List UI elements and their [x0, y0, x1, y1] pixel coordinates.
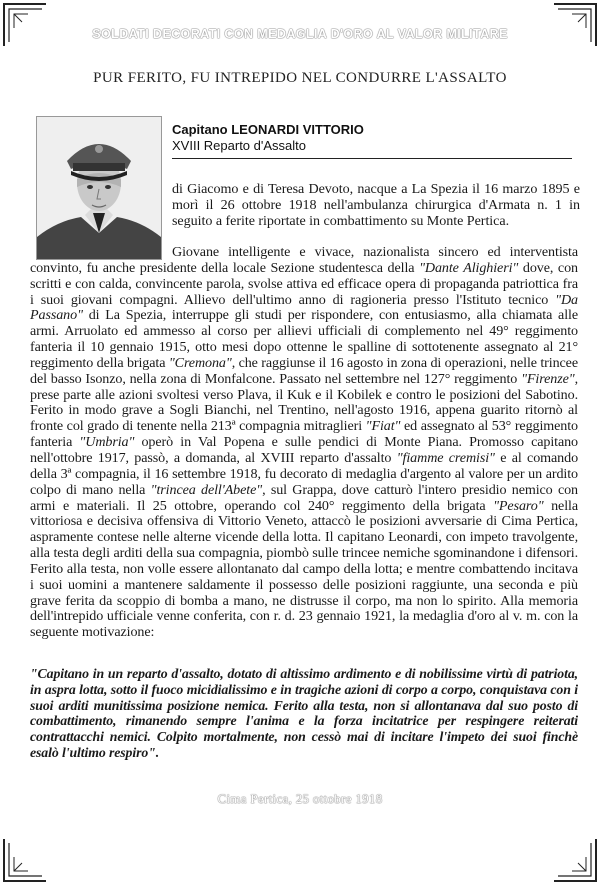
bio-part: operò in Val Popena e sulle pendici di Monte Piana. Promosso capitano nell'ottobre 1917, passò, a domanda, al XVIII reparto d'assalto	[30, 434, 579, 466]
bio-part: , sul Grappa, dove catturò l'intero presidio nemico con armi e materiali. Il 25 ottobre, operando col 240° reggimento della brigata	[30, 481, 578, 514]
biography-text	[30, 245, 578, 641]
bio-italic: "Umbria"	[79, 434, 135, 451]
bio-part: di Giacomo e di Teresa Devoto, nacque a La Spezia il 16 marzo 1895 e morì il 26 ottobre 1918 nell'ambulanza chirurgica d'Armata n. 1 in seguito a ferite riportate in combattimento su Monte Pertica.	[172, 181, 580, 229]
bio-part: , che raggiunse il 16 agosto in zona di operazioni, nelle trincee del basso Isonzo, nella zona di Monfalcone. Passato nel settembre nel 127° reggimento	[30, 354, 578, 387]
bio-italic: "fiamme cremisi"	[396, 449, 495, 466]
corner-ornament-top-left	[2, 2, 48, 48]
portrait-image	[36, 116, 162, 260]
bio-italic: "Da Passano"	[30, 291, 578, 324]
bio-part: Giovane intelligente e vivace, nazionalista sincero ed interventista convinto, fu anche presidente della locale Sezione studentesca della	[30, 244, 578, 276]
bio-part: ed assegnato al 53° reggimento fanteria	[30, 418, 579, 451]
footer-place-date: Cima Pertica, 25 ottobre 1918	[217, 791, 383, 806]
corner-ornament-top-right	[552, 2, 598, 48]
bio-part: nella vittoriosa e decisiva offensiva di Vittorio Veneto, attaccò le posizioni avversarie di Cima Pertica, aspramente contese nelle alterne vicende della lotta. Il capitano Leonardi, con impeto travolgente, alla testa degli arditi della sua compagnia, piombò sulle trincee nemiche sgominandone i difensori. Ferito alla testa, non volle essere allontanato dal campo della lotta; e mentre combattendo incitava i suoi uomini a mantenere saldamente il possesso delle posizioni raggiunte, una seconda e più grave ferita da scoppio di bomba a mano, ne distrusse il corpo, ma non lo spirito. Alla memoria dell'intrepido ufficiale venne conferita, con r. d. 23 gennaio 1921, la medaglia d'oro al v. m. con la seguente motivazione:	[30, 497, 578, 641]
bio-italic: "Cremona"	[168, 354, 232, 371]
bio-italic: "trincea dell'Abete"	[150, 481, 263, 498]
bio-part: dove, con scritti e con calda, convincente parola, svolse attiva ed efficace opera di propaganda patriottica fra i suoi giovani compagni. Allievo dell'ultimo anno di ragioneria presso l'Istituto tecnico	[30, 259, 578, 308]
title-divider	[172, 158, 572, 159]
corner-ornament-bottom-left	[2, 837, 48, 883]
bio-italic: "Dante Alighieri"	[419, 259, 519, 276]
series-title: SOLDATI DECORATI CON MEDAGLIA D'ORO AL VALOR MILITARE	[92, 27, 508, 41]
biography-intro	[172, 182, 580, 230]
bio-italic: "Firenze"	[521, 370, 575, 387]
bio-part: , prese parte alle azioni svoltesi verso Plava, il Kuk e il Kobilek e contro le posizioni del Sabotino. Ferito in modo grave a Sogli Bianchi, nel Trentino, nell'agosto 1916, appena guarito ritornò al fronte col grado di tenente nella 213ª compagnia mitraglieri	[30, 370, 578, 435]
bio-part: e al comando della 3ª compagnia, il 16 settembre 1918, fu decorato di medaglia d'argento al valore per un ardito colpo di mano nella	[30, 449, 579, 498]
bio-italic: "Fiat"	[365, 418, 401, 435]
person-unit: XVIII Reparto d'Assalto	[172, 138, 306, 153]
medal-motivation: "Capitano in un reparto d'assalto, dotato di altissimo ardimento e di nobilissime virtù di patriota, in aspra lotta, sotto il fuoco micidialissimo e in tragiche azioni di corpo a corpo, conquistava con i suoi arditi munitissima posizione nemica. Ferito alla testa, non si allontanava dal suo posto di combattimento, rimanendo sempre l'anima e la forza incitatrice per respingere reiterati contrattacchi nemici. Colpito mortalmente, non cessò mai di incitare l'impeto dei suoi finchè esalò l'ultimo respiro".	[30, 666, 578, 760]
person-name: Capitano LEONARDI VITTORIO	[172, 122, 364, 137]
corner-ornament-bottom-right	[552, 837, 598, 883]
bio-part: di La Spezia, interruppe gli studi per rispondere, con entusiasmo, alla chiamata alle armi. Arruolato ed ammesso al corso per allievi ufficiali di complemento nel 49° reggimento fanteria il 10 gennaio 1915, otto mesi dopo ottenne le spalline di sottotenente assegnato al 21° reggimento della brigata	[30, 307, 578, 371]
page-subtitle: PUR FERITO, FU INTREPIDO NEL CONDURRE L'ASSALTO	[93, 70, 507, 86]
bio-italic: "Pesaro"	[493, 497, 544, 514]
